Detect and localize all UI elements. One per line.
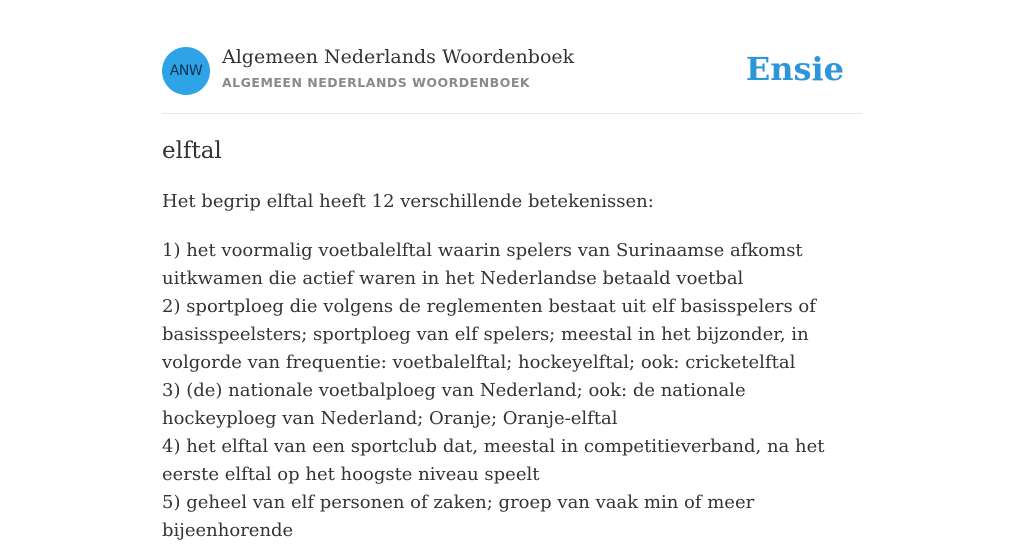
- anw-logo[interactable]: ANW: [162, 47, 210, 95]
- entry-intro: Het begrip elftal heeft 12 verschillende betekenissen:: [162, 191, 654, 212]
- definition-item: 5) geheel van elf personen of zaken; groep van vaak min of meer bijeenhorende: [162, 492, 755, 541]
- ensie-brand-logo[interactable]: Ensie: [745, 50, 844, 88]
- definition-item: 4) het elftal van een sportclub dat, meestal in competitieverband, na het eerste elftal op het hoogste niveau speelt: [162, 436, 825, 485]
- header-divider: [162, 113, 862, 114]
- definition-item: 2) sportploeg die volgens de reglementen bestaat uit elf basisspelers of basisspeelsters; sportploeg van elf spelers; meestal in het bijzonder, in volgorde van frequentie: voetbalelftal; hockeyelftal; ook: cricketelftal: [162, 296, 816, 373]
- site-header: [162, 46, 862, 96]
- definition-list: [162, 237, 862, 545]
- definition-item: 3) (de) nationale voetbalploeg van Nederland; ook: de nationale hockeyploeg van Nederland; Oranje; Oranje-elftal: [162, 380, 746, 429]
- site-subtitle: ALGEMEEN NEDERLANDS WOORDENBOEK: [222, 75, 531, 90]
- page: [162, 0, 862, 541]
- definition-item: 1) het voormalig voetbalelftal waarin spelers van Surinaamse afkomst uitkwamen die actief waren in het Nederlandse betaald voetbal: [162, 240, 803, 289]
- entry-title: elftal: [162, 138, 222, 164]
- site-title[interactable]: Algemeen Nederlands Woordenboek: [222, 46, 575, 68]
